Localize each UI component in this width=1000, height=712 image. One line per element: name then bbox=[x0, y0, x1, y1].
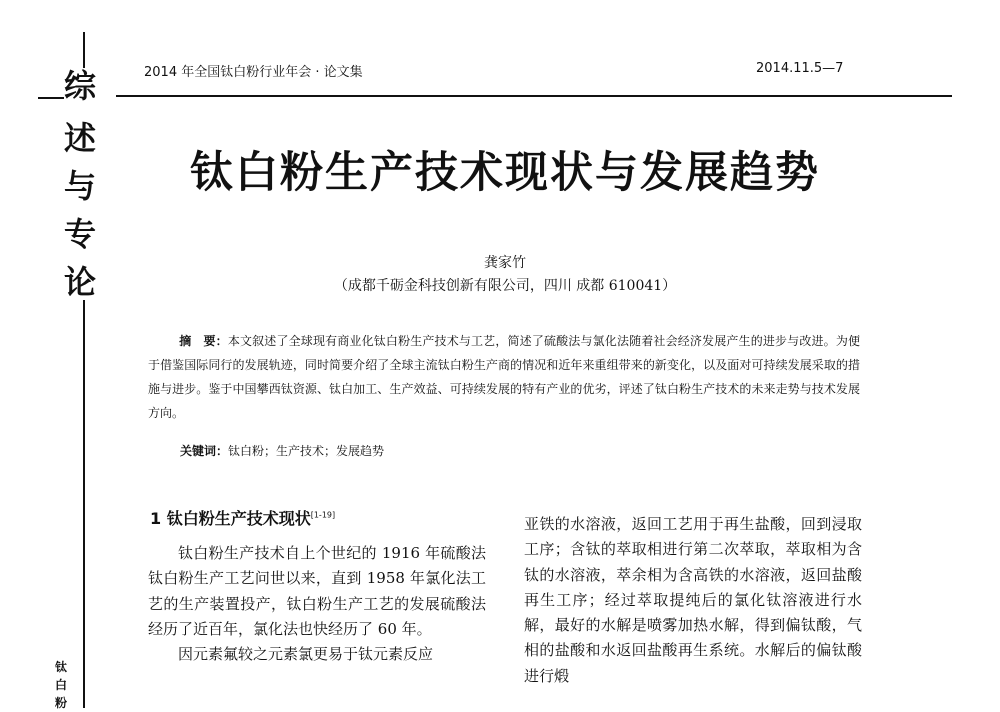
sidebar-bottom-char-3: 粉 bbox=[54, 696, 67, 710]
article-title: 钛白粉生产技术现状与发展趋势 bbox=[190, 148, 820, 198]
section-heading-text: 1 钛白粉生产技术现状 bbox=[150, 509, 311, 528]
sidebar-label-char-2: 述 bbox=[63, 119, 96, 157]
abstract-text: 本文叙述了全球现有商业化钛白粉生产技术与工艺，简述了硫酸法与氯化法随着社会经济发展产生的进步与改进。为便于借鉴国际同行的发展轨迹，同时简要介绍了全球主流钛白粉生产商的情况和近年来重组带来的新变化，以及面对可持续发展采取的措施与进步。鉴于中国攀西钛资源、钛白加工、生产效益、可持续发展的特有产业的优劣，评述了钛白粉生产技术的未来走势与技术发展方向。 bbox=[148, 334, 860, 420]
page-range: 2014.11.5—7 bbox=[756, 61, 844, 76]
body-paragraph: 因元素氟较之元素氯更易于钛元素反应 bbox=[178, 645, 434, 664]
body-column-right bbox=[524, 512, 862, 689]
journal-header: 2014 年全国钛白粉行业年会 · 论文集 bbox=[144, 65, 363, 80]
article-author: 龚家竹 bbox=[484, 255, 526, 271]
sidebar-label-char-4: 专 bbox=[63, 215, 96, 253]
sidebar-rule-top bbox=[83, 32, 85, 68]
keywords-label: 关键词： bbox=[180, 444, 229, 458]
header-rule bbox=[116, 95, 952, 97]
body-paragraph: 亚铁的水溶液，返回工艺用于再生盐酸，回到浸取工序；含钛的萃取相进行第二次萃取，萃取相为含钛的水溶液，萃余相为含高铁的水溶液，返回盐酸再生工序；经过萃取提纯后的氯化钛溶液进行水解，最好的水解是喷雾加热水解，得到偏钛酸，气相的盐酸和水返回盐酸再生系统。水解后的偏钛酸进行煅 bbox=[524, 515, 862, 685]
keywords bbox=[180, 439, 384, 463]
sidebar-label-char-3: 与 bbox=[63, 167, 96, 205]
sidebar-rule-bottom bbox=[83, 300, 85, 708]
section-heading bbox=[150, 506, 335, 529]
body-column-left bbox=[148, 541, 486, 667]
abstract-label: 摘 要： bbox=[179, 334, 228, 348]
sidebar-label-char-5: 论 bbox=[63, 263, 96, 301]
body-paragraph: 钛白粉生产技术自上个世纪的 1916 年硫酸法钛白粉生产工艺问世以来，直到 1958 年氯化法工艺的生产装置投产，钛白粉生产工艺的发展硫酸法经历了近百年，氯化法也快经历了 60 年。 bbox=[148, 544, 486, 638]
section-reference: [1-19] bbox=[310, 510, 336, 520]
article-affiliation: （成都千砺金科技创新有限公司，四川 成都 610041） bbox=[333, 278, 677, 294]
keywords-text: 钛白粉；生产技术；发展趋势 bbox=[228, 444, 385, 458]
sidebar-label-char-1: 综 bbox=[63, 67, 96, 105]
sidebar-bottom-char-1: 钛 bbox=[54, 660, 67, 674]
abstract bbox=[148, 329, 860, 425]
sidebar-bottom-char-2: 白 bbox=[54, 678, 67, 692]
